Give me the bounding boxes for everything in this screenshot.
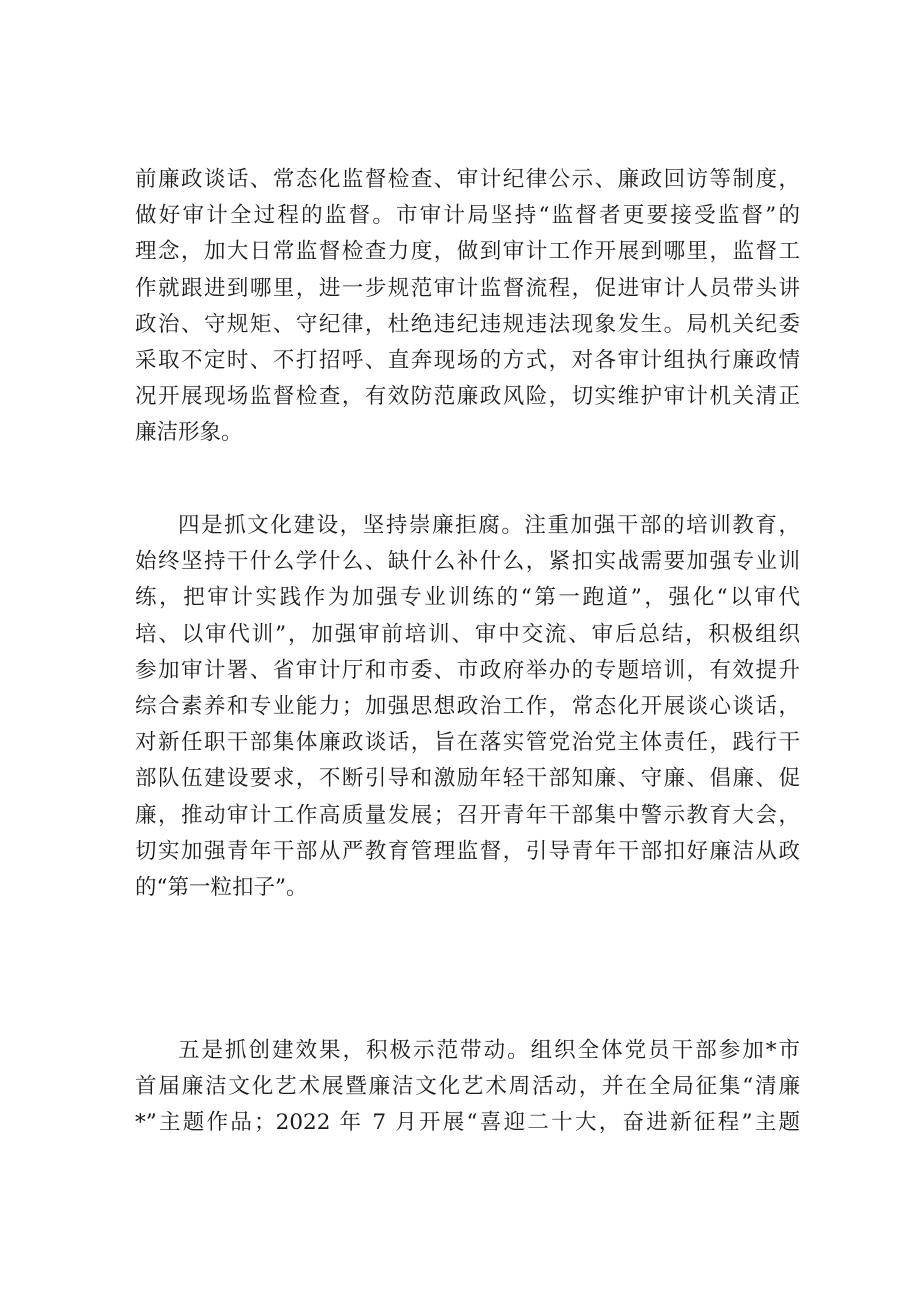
paragraph-3 [135,1033,800,1142]
paragraph-line: *”主题作品；2022 年 7 月开展“喜迎二十大，奋进新征程”主题 [135,1110,800,1136]
paragraph-line: 四是抓文化建设，坚持崇廉拒腐。注重加强干部的培训教育， [178,513,800,538]
paragraph-line: 培、以审代训”，加强审前培训、审中交流、审后总结，积极组织 [135,621,800,647]
paragraph-line: 首届廉洁文化艺术展暨廉洁文化艺术周活动，并在全局征集“清廉 [135,1074,800,1100]
paragraph-line: 切实加强青年干部从严教育管理监督，引导青年干部扣好廉洁从政 [135,838,800,864]
paragraph-line: 政治、守规矩、守纪律，杜绝违纪违规违法现象发生。局机关纪委 [135,311,800,337]
paragraph-2 [135,508,800,906]
paragraph-line: 前廉政谈话、常态化监督检查、审计纪律公示、廉政回访等制度， [135,167,800,192]
paragraph-line: 况开展现场监督检查，有效防范廉政风险，切实维护审计机关清正 [135,384,800,410]
paragraph-line: 采取不定时、不打招呼、直奔现场的方式，对各审计组执行廉政情 [135,347,800,373]
paragraph-1 [135,162,800,452]
paragraph-line: 的“第一粒扣子”。 [135,874,308,900]
paragraph-line: 做好审计全过程的监督。市审计局坚持“监督者更要接受监督”的 [135,203,800,229]
paragraph-line: 廉，推动审计工作高质量发展；召开青年干部集中警示教育大会， [135,802,800,828]
paragraph-line: 廉洁形象。 [135,420,243,446]
paragraph-line: 五是抓创建效果，积极示范带动。组织全体党员干部参加*市 [178,1038,800,1063]
paragraph-line: 始终坚持干什么学什么、缺什么补什么，紧扣实战需要加强专业训 [135,549,800,575]
paragraph-line: 部队伍建设要求，不断引导和激励年轻干部知廉、守廉、倡廉、促 [135,766,800,792]
paragraph-line: 作就跟进到哪里，进一步规范审计监督流程，促进审计人员带头讲 [135,275,800,301]
paragraph-line: 参加审计署、省审计厅和市委、市政府举办的专题培训，有效提升 [135,657,800,683]
paragraph-line: 综合素养和专业能力；加强思想政治工作，常态化开展谈心谈话， [135,693,800,719]
paragraph-line: 对新任职干部集体廉政谈话，旨在落实管党治党主体责任，践行干 [135,730,800,756]
paragraph-line: 练，把审计实践作为加强专业训练的“第一跑道”，强化“以审代 [135,585,800,611]
paragraph-line: 理念，加大日常监督检查力度，做到审计工作开展到哪里，监督工 [135,239,800,265]
